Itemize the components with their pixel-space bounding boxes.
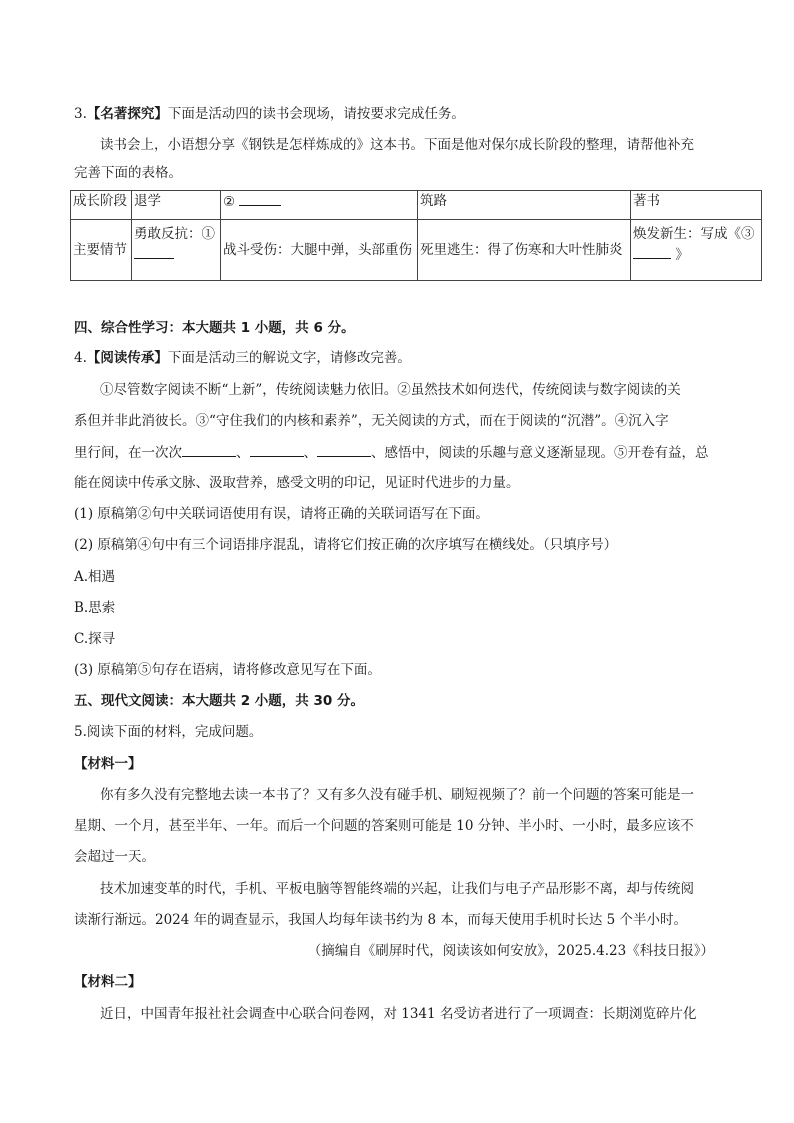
header-cell-stage: 成长阶段 xyxy=(71,191,132,220)
q4-passage-line-2: 系但并非此消彼长。③“守住我们的内核和素养”，无关阅读的方式，而在于阅读的“沉潜”。④沉入字 xyxy=(74,413,669,429)
q3-title xyxy=(74,104,465,124)
q3-number: 3. xyxy=(74,106,87,122)
answer-blank-3[interactable] xyxy=(633,244,671,259)
q4-sub-question-2: (2) 原稿第④句中有三个词语排序混乱，请将它们按正确的次序填写在横线处。（只填序号） xyxy=(74,537,618,553)
material-1-line-1: 你有多久没有完整地去读一本书了？又有多久没有碰手机、刷短视频了？前一个问题的答案可能是一 xyxy=(100,787,694,803)
material-2-label: 【材料二】 xyxy=(74,974,142,990)
cell-dropout-plot: 勇敢反抗：① xyxy=(132,220,221,281)
section-5-heading: 五、现代文阅读：本大题共 2 小题，共 30 分。 xyxy=(74,693,364,709)
q3-paragraph-line-1: 读书会上，小语想分享《钢铁是怎样炼成的》这本书。下面是他对保尔成长阶段的整理，请帮他补充 xyxy=(100,137,694,153)
q4-option-a: A.相遇 xyxy=(74,569,116,585)
material-2-line-1: 近日，中国青年报社社会调查中心联合问卷网，对 1341 名受访者进行了一项调查：长期浏览碎片化 xyxy=(100,1006,697,1022)
q3-title-text: 下面是活动四的读书会现场，请按要求完成任务。 xyxy=(167,106,465,122)
material-1-line-2: 星期、一个月，甚至半年、一年。而后一个问题的答案则可能是 10 分钟、半小时、一小时，最多应该不 xyxy=(74,818,694,834)
section-4-heading: 四、综合性学习：本大题共 1 小题，共 6 分。 xyxy=(74,320,355,336)
table-plot-row xyxy=(71,220,762,281)
q4-title-text: 下面是活动三的解说文字，请修改完善。 xyxy=(167,350,411,366)
header-cell-road: 筑路 xyxy=(418,191,631,220)
q3-tag: 【名著探究】 xyxy=(86,106,168,122)
header-cell-dropout: 退学 xyxy=(132,191,221,220)
q3-paragraph-line-2: 完善下面的表格。 xyxy=(74,165,182,181)
q4-option-b: B.思索 xyxy=(74,600,116,616)
q4-passage-line-4: 能在阅读中传承文脉、汲取营养，感受文明的印记，见证时代进步的力量。 xyxy=(74,475,520,491)
header-cell-blank-2: ② xyxy=(221,191,418,220)
q4-passage-line-1: ①尽管数字阅读不断“上新”，传统阅读魅力依旧。②虽然技术如何迭代，传统阅读与数字阅读的关 xyxy=(100,382,681,398)
q4-sub-question-1: (1) 原稿第②句中关联词语使用有误，请将正确的关联词语写在下面。 xyxy=(74,506,489,522)
cell-road-plot: 死里逃生：得了伤寒和大叶性肺炎 xyxy=(418,220,631,281)
table-header-row xyxy=(71,191,762,220)
answer-blank-1[interactable] xyxy=(134,244,174,259)
row-head-plot: 主要情节 xyxy=(71,220,132,281)
q4-tag: 【阅读传承】 xyxy=(86,350,168,366)
cell-book-plot: 焕发新生：写成《③ 》 xyxy=(631,220,762,281)
cell-battle-plot: 战斗受伤：大腿中弹，头部重伤 xyxy=(221,220,418,281)
order-blank-3[interactable] xyxy=(317,442,371,457)
q5-title: 5.阅读下面的材料，完成问题。 xyxy=(74,724,263,740)
header-cell-book: 著书 xyxy=(631,191,762,220)
material-1-line-3: 会超过一天。 xyxy=(74,849,155,865)
q4-sub-question-3: (3) 原稿第⑤句存在语病，请将修改意见写在下面。 xyxy=(74,662,381,678)
q4-title xyxy=(74,348,411,368)
material-1-source: （摘编自《刷屏时代，阅读该如何安放》，2025.4.23《科技日报》） xyxy=(307,943,714,959)
material-1-line-5: 读渐行渐远。2024 年的调查显示，我国人均每年读书约为 8 本，而每天使用手机时长达 5 个半小时。 xyxy=(74,912,687,928)
q4-option-c: C.探寻 xyxy=(74,631,116,647)
material-1-label: 【材料一】 xyxy=(74,756,142,772)
material-1-line-4: 技术加速变革的时代，手机、平板电脑等智能终端的兴起，让我们与电子产品形影不离，却与传统阅 xyxy=(100,881,694,897)
order-blank-1[interactable] xyxy=(182,442,236,457)
answer-blank-2[interactable] xyxy=(239,191,281,206)
q4-number: 4. xyxy=(74,350,87,366)
q4-passage-line-3: 里行间，在一次次 、 、 、感悟中，阅读的乐趣与意义逐渐显现。⑤开卷有益，总 xyxy=(74,442,709,463)
growth-stage-table xyxy=(70,190,762,281)
order-blank-2[interactable] xyxy=(250,442,304,457)
